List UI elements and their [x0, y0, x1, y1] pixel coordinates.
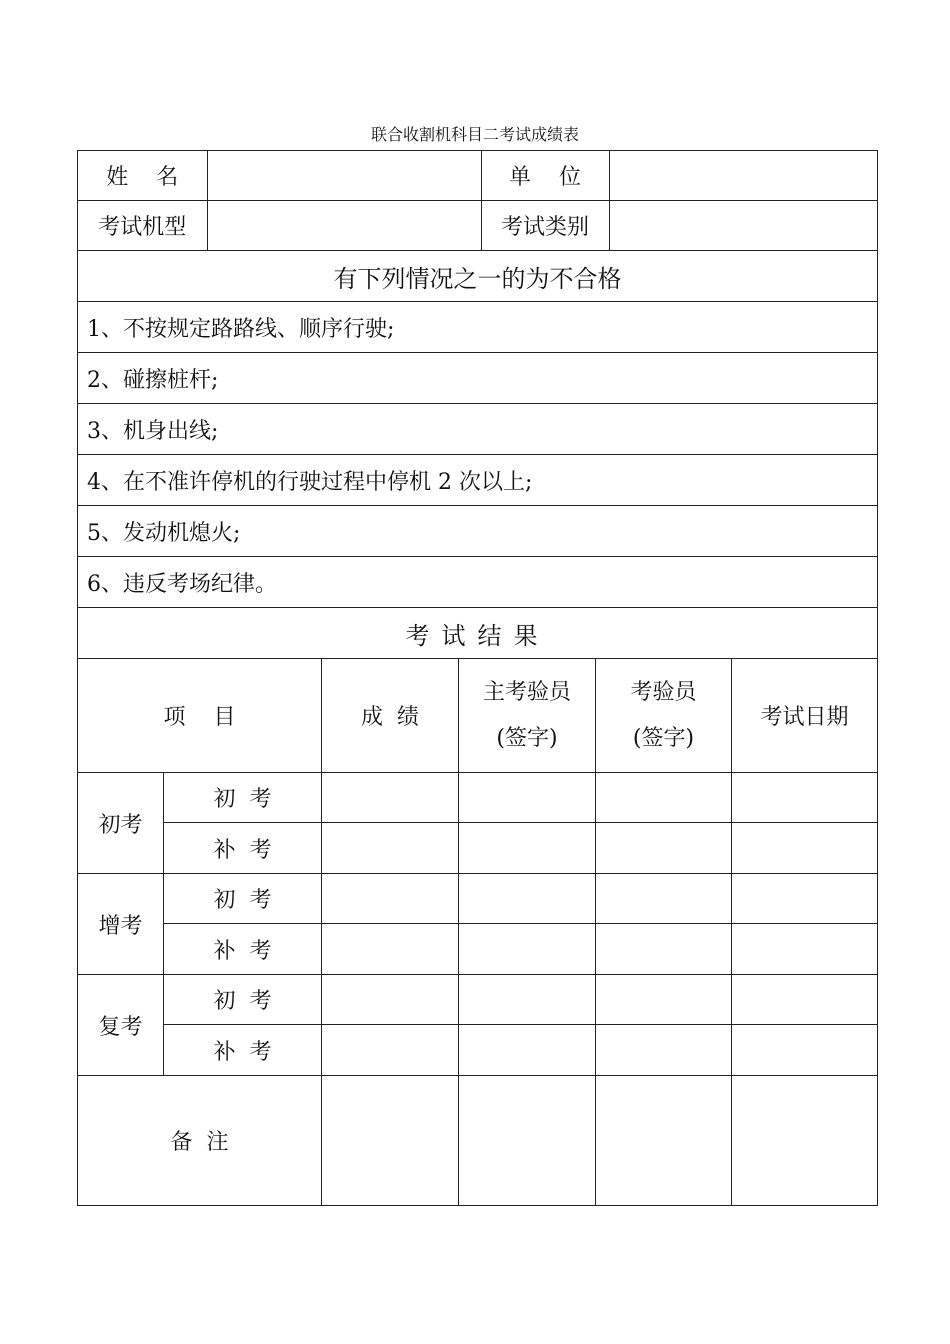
date-cell[interactable] — [732, 823, 878, 874]
examiner-cell[interactable] — [596, 1025, 732, 1076]
date-cell[interactable] — [732, 1025, 878, 1076]
examiner-cell[interactable] — [596, 874, 732, 924]
criteria-item: 5、发动机熄火; — [78, 506, 878, 557]
chief-examiner-cell[interactable] — [459, 1025, 596, 1076]
criteria-item: 2、碰擦桩杆; — [78, 353, 878, 404]
chief-examiner-cell[interactable] — [459, 823, 596, 874]
attempt-label: 初 考 — [164, 975, 322, 1025]
date-cell[interactable] — [732, 874, 878, 924]
name-unit-row — [78, 151, 878, 201]
examiner-cell[interactable] — [596, 823, 732, 874]
item-column-header: 项 目 — [78, 659, 322, 773]
attempt-label: 补 考 — [164, 823, 322, 874]
attempt-label: 初 考 — [164, 773, 322, 823]
examiner-column-header — [596, 659, 732, 773]
group-label: 复考 — [78, 975, 164, 1076]
remarks-row — [78, 1076, 878, 1206]
score-cell[interactable] — [322, 924, 459, 975]
category-field[interactable] — [609, 201, 878, 250]
criteria-item: 1、不按规定路路线、顺序行驶; — [78, 302, 878, 353]
unit-label: 单 位 — [481, 151, 609, 200]
chief-examiner-cell[interactable] — [459, 874, 596, 924]
score-cell[interactable] — [322, 1025, 459, 1076]
remarks-cell[interactable] — [732, 1076, 878, 1206]
name-field[interactable] — [207, 151, 481, 200]
attempt-label: 初 考 — [164, 874, 322, 924]
table-row — [78, 1025, 878, 1076]
group-label: 初考 — [78, 773, 164, 874]
model-field[interactable] — [207, 201, 481, 250]
remarks-label: 备 注 — [78, 1076, 322, 1206]
group-label: 增考 — [78, 874, 164, 975]
date-cell[interactable] — [732, 924, 878, 975]
criteria-heading: 有下列情况之一的为不合格 — [78, 251, 878, 302]
criteria-item: 4、在不准许停机的行驶过程中停机 2 次以上; — [78, 455, 878, 506]
attempt-label: 补 考 — [164, 924, 322, 975]
category-label: 考试类别 — [481, 201, 609, 250]
table-row — [78, 975, 878, 1025]
score-cell[interactable] — [322, 823, 459, 874]
criteria-item: 6、违反考场纪律。 — [78, 557, 878, 608]
score-column-header: 成 绩 — [322, 659, 459, 773]
table-row — [78, 773, 878, 823]
examiner-line1: 考验员 — [630, 679, 697, 705]
table-row — [78, 924, 878, 975]
score-table — [77, 150, 878, 1206]
chief-examiner-cell[interactable] — [459, 924, 596, 975]
examiner-cell[interactable] — [596, 773, 732, 823]
model-label: 考试机型 — [78, 201, 207, 250]
score-cell[interactable] — [322, 773, 459, 823]
examiner-cell[interactable] — [596, 975, 732, 1025]
examiner-line2: (签字) — [632, 725, 695, 751]
results-header-row — [78, 659, 878, 773]
table-row — [78, 823, 878, 874]
chief-examiner-cell[interactable] — [459, 773, 596, 823]
results-heading: 考试结果 — [78, 608, 878, 659]
attempt-label: 补 考 — [164, 1025, 322, 1076]
unit-field[interactable] — [609, 151, 878, 200]
date-column-header: 考试日期 — [732, 659, 878, 773]
score-cell[interactable] — [322, 874, 459, 924]
model-category-row — [78, 201, 878, 251]
name-label: 姓 名 — [78, 151, 207, 200]
table-row — [78, 874, 878, 924]
remarks-cell[interactable] — [596, 1076, 732, 1206]
chief-examiner-line1: 主考验员 — [482, 679, 571, 705]
examiner-cell[interactable] — [596, 924, 732, 975]
criteria-item: 3、机身出线; — [78, 404, 878, 455]
remarks-cell[interactable] — [459, 1076, 596, 1206]
score-cell[interactable] — [322, 975, 459, 1025]
chief-examiner-line2: (签字) — [496, 725, 558, 751]
date-cell[interactable] — [732, 975, 878, 1025]
document-title: 联合收割机科目二考试成绩表 — [370, 125, 579, 144]
chief-examiner-cell[interactable] — [459, 975, 596, 1025]
chief-examiner-column-header — [459, 659, 596, 773]
remarks-cell[interactable] — [322, 1076, 459, 1206]
date-cell[interactable] — [732, 773, 878, 823]
score-form — [77, 150, 877, 1206]
